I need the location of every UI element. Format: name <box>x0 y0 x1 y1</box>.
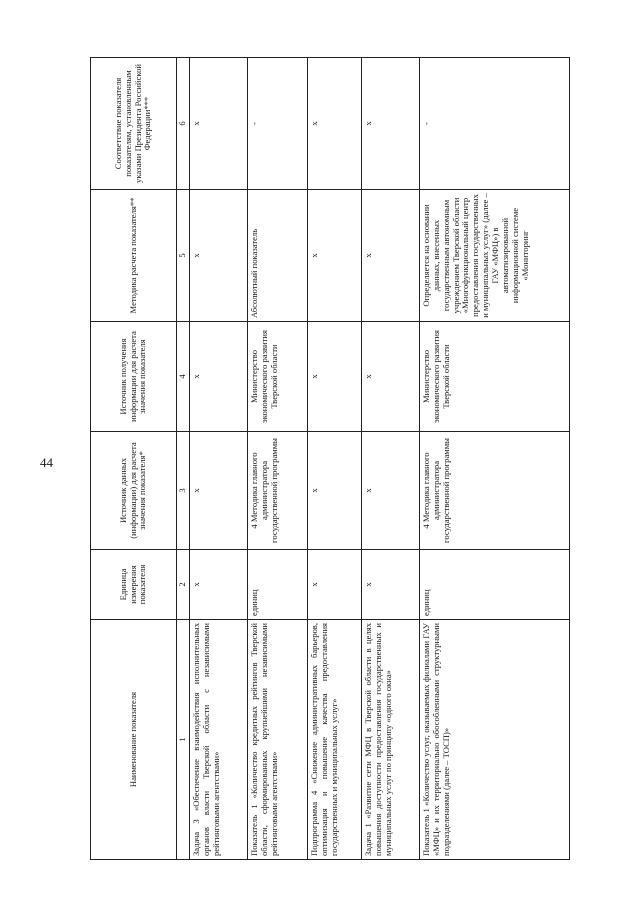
cell-method: Абсолютный показатель <box>247 190 307 322</box>
cell-info-source: Министерство экономического развития Тверской области <box>247 322 307 432</box>
col-number: 2 <box>177 550 190 620</box>
col-number: 4 <box>177 322 190 432</box>
cell-info-source: Министерство экономического развития Тверской области <box>419 322 569 432</box>
header-unit: Единица измерения показателя <box>91 550 177 620</box>
cell-method: Определяется на основании данных, внесенных государственным автономным учреждением Тверской области «Многофункциональный центр предоставления государственных и муниципальных услуг» (далее – ГАУ «МФЦ») в автоматизированной информационной системе «Мониторинг <box>419 190 569 322</box>
cell-unit: х <box>189 550 247 620</box>
cell-info-source: х <box>189 322 247 432</box>
cell-method: х <box>307 190 361 322</box>
table-row <box>361 58 419 860</box>
indicators-table <box>90 57 570 860</box>
rotated-table-frame <box>90 58 610 860</box>
cell-name: Задача 3 «Обеспечение взаимодействия исполнительных органов власти Тверской области с независимыми рейтинговыми агентствами» <box>189 620 247 860</box>
cell-name: Подпрограмма 4 «Снижение административных барьеров, оптимизация и повышение качества предоставления государственных и муниципальных услуг» <box>307 620 361 860</box>
col-number: 6 <box>177 58 190 190</box>
cell-data-source: х <box>307 432 361 550</box>
header-data-source: Источник данных (информации) для расчета значения показателя* <box>91 432 177 550</box>
cell-name: Задача 1 «Развитие сети МФЦ в Тверской области в целях повышения доступности предоставления государственных и муниципальных услуг по принципу «одного окна» <box>361 620 419 860</box>
col-number: 1 <box>177 620 190 860</box>
header-compliance: Соответствие показателя показателям, установленным указами Президента Российской Федерации*** <box>91 58 177 190</box>
header-info-source: Источник получения информации для расчета значения показателя <box>91 322 177 432</box>
cell-data-source: 4 Методика главного администратора государственной программы <box>419 432 569 550</box>
col-number: 5 <box>177 190 190 322</box>
cell-compliance: - <box>247 58 307 190</box>
cell-info-source: х <box>307 322 361 432</box>
table-row <box>307 58 361 860</box>
cell-data-source: х <box>361 432 419 550</box>
table-row <box>247 58 307 860</box>
cell-data-source: 4 Методика главного администратора государственной программы <box>247 432 307 550</box>
col-number: 3 <box>177 432 190 550</box>
cell-compliance: - <box>419 58 569 190</box>
cell-compliance: х <box>307 58 361 190</box>
cell-compliance: х <box>361 58 419 190</box>
cell-unit: х <box>307 550 361 620</box>
cell-name: Показатель 1 «Количество кредитных рейтингов Тверской области, сформированных крупнейшими независимыми рейтинговыми агентствами» <box>247 620 307 860</box>
table-row <box>419 58 569 860</box>
header-name: Наименование показателя <box>91 620 177 860</box>
cell-compliance: х <box>189 58 247 190</box>
cell-name: Показатель 1 «Количество услуг, оказываемых филиалами ГАУ «МФЦ» и их территориально обособленными структурными подразделениями (далее – ТОСП)» <box>419 620 569 860</box>
table-row <box>189 58 247 860</box>
cell-unit: единиц <box>247 550 307 620</box>
cell-info-source: х <box>361 322 419 432</box>
cell-unit: х <box>361 550 419 620</box>
cell-data-source: х <box>189 432 247 550</box>
cell-method: х <box>361 190 419 322</box>
cell-unit: единиц <box>419 550 569 620</box>
page-number: 44 <box>40 455 53 470</box>
header-method: Методика расчета показателя** <box>91 190 177 322</box>
cell-method: х <box>189 190 247 322</box>
